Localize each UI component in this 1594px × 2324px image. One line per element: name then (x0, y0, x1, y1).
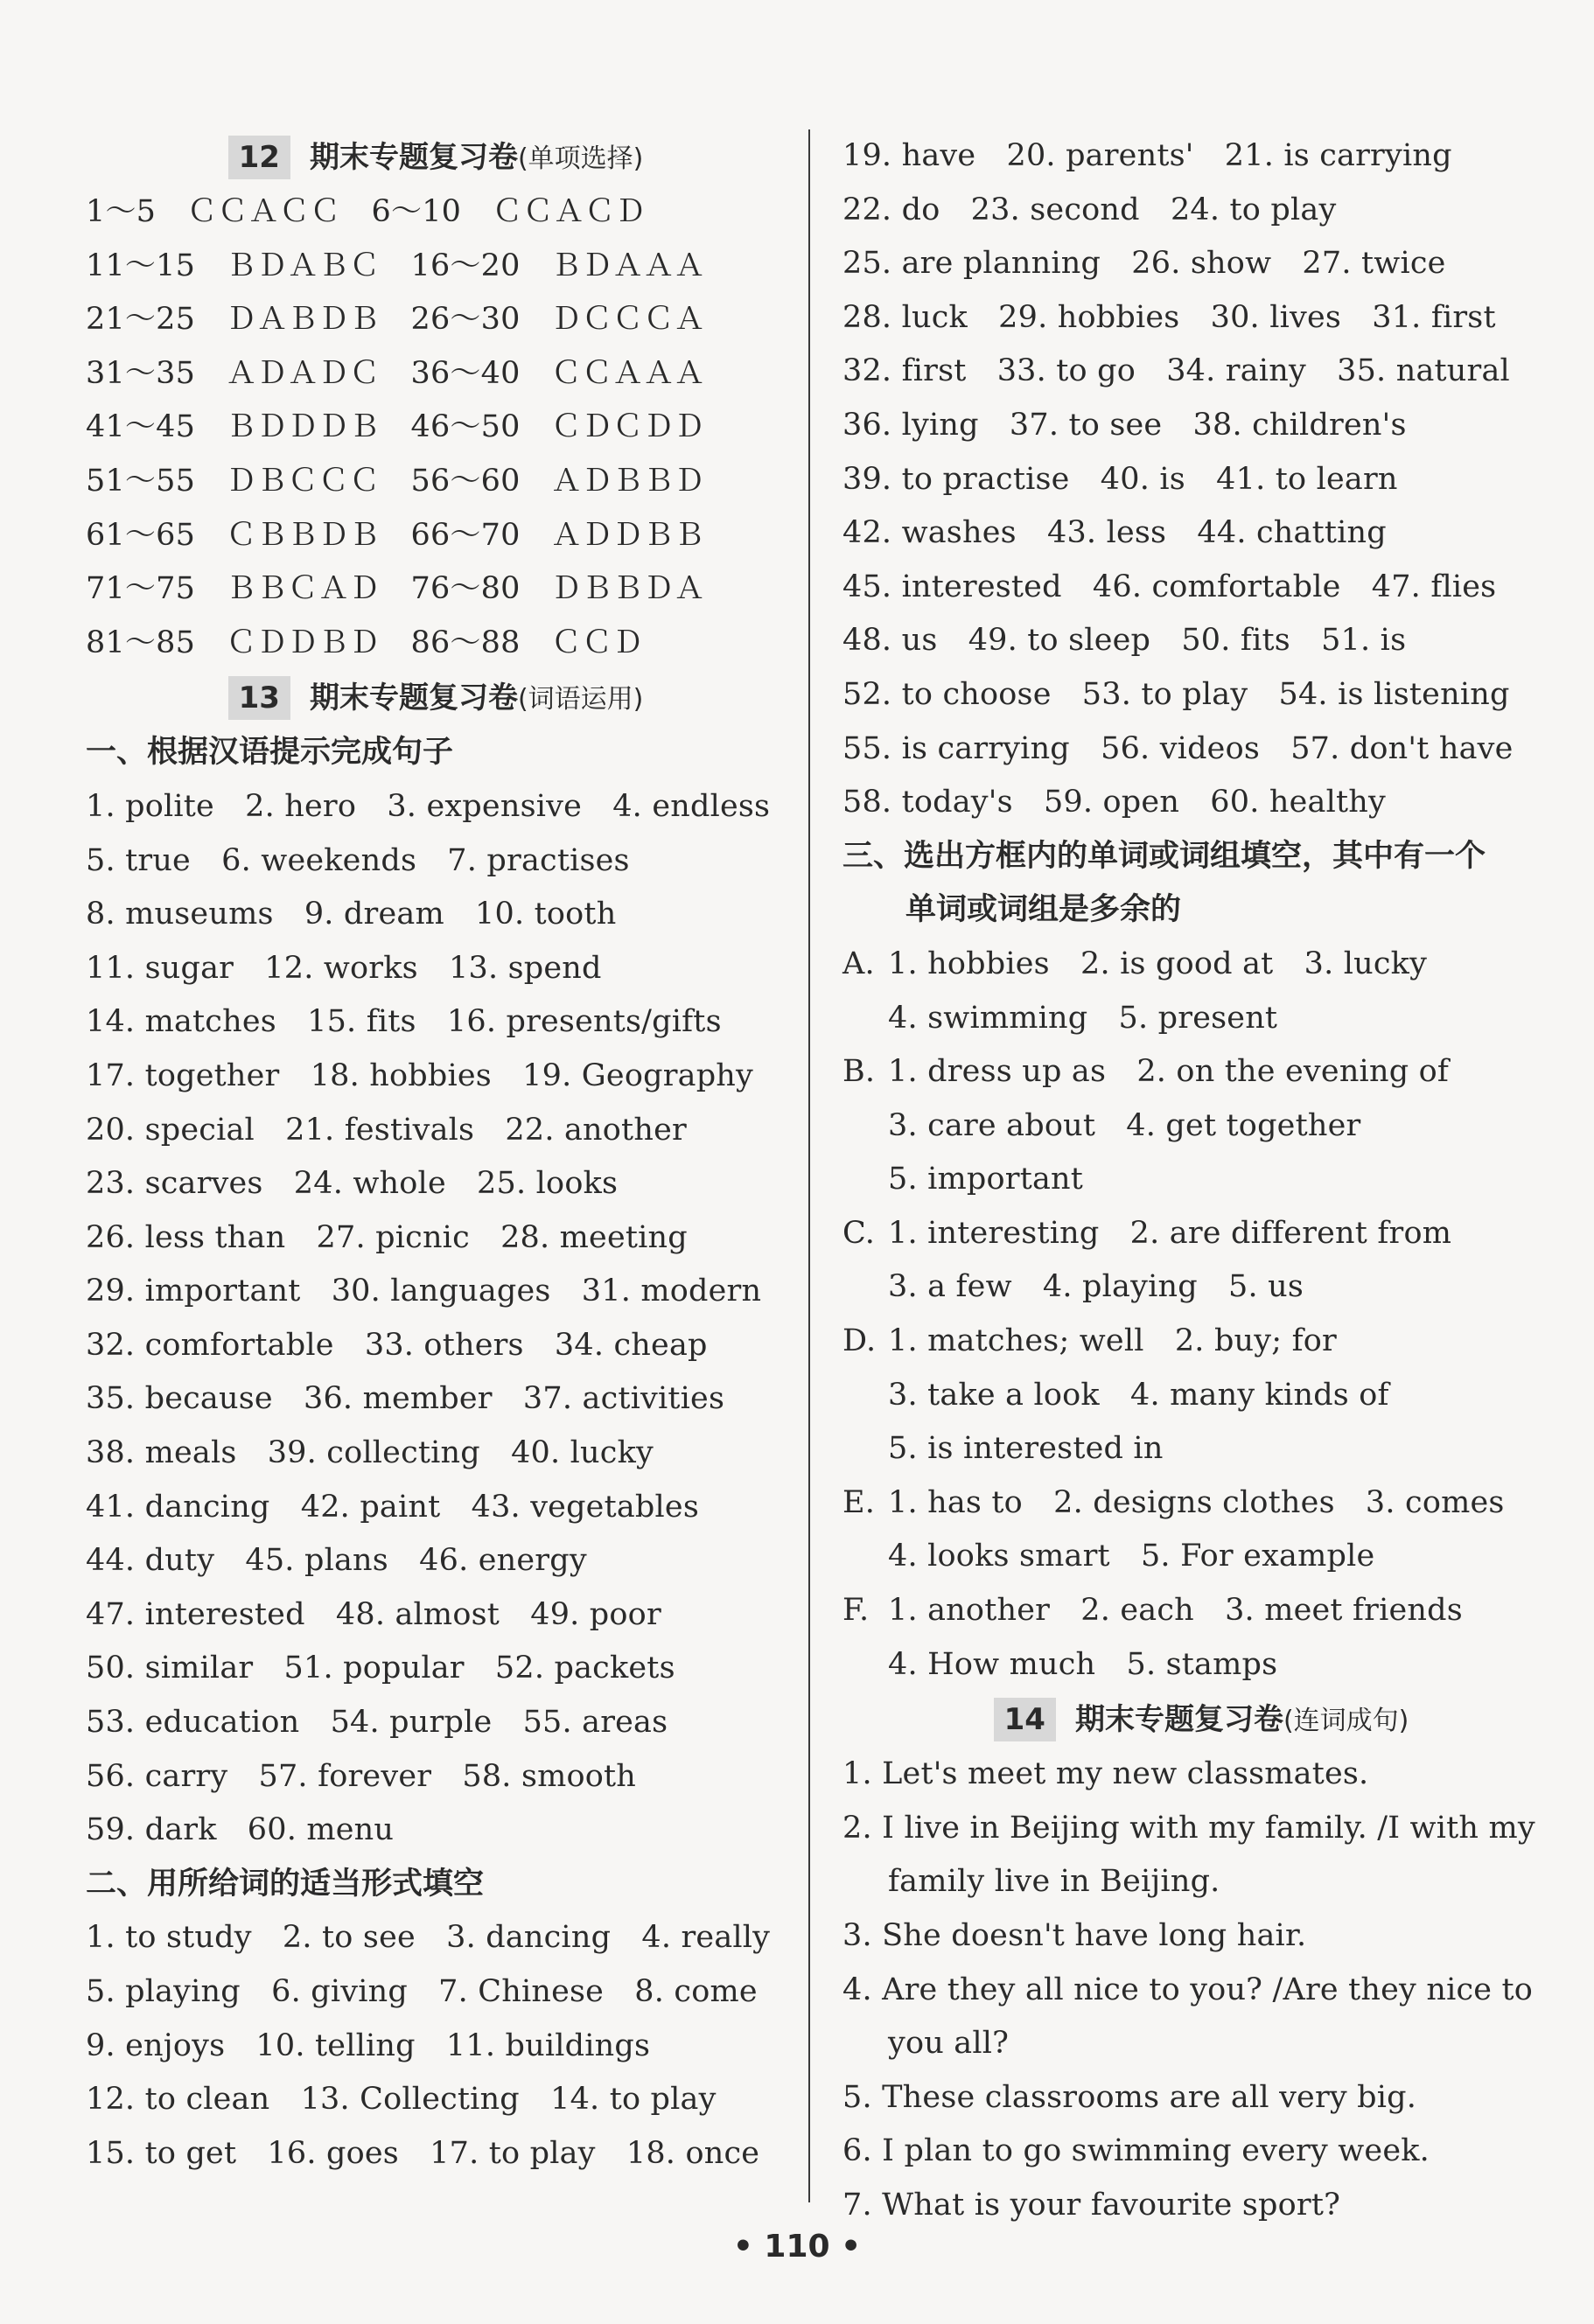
page-number: • 110 • (732, 2229, 862, 2265)
answer-text: 1. has to 2. designs clothes 3. comes (888, 1484, 1505, 1520)
answer-line: 41. dancing 42. paint 43. vegetables (86, 1489, 699, 1525)
section-subtitle: (词语运用) (517, 684, 644, 715)
answer-line: 56. carry 57. forever 58. smooth (86, 1758, 637, 1794)
answer-line: 50. similar 51. popular 52. packets (86, 1651, 675, 1686)
answer-line: 52. to choose 53. to play 54. is listening (842, 676, 1510, 712)
column-divider (808, 129, 810, 2202)
answer-line: 48. us 49. to sleep 50. fits 51. is (842, 623, 1407, 659)
group-letter: B. (842, 1054, 876, 1090)
answer-line: 5. is interested in (888, 1431, 1164, 1467)
answer-line: 38. meals 39. collecting 40. lucky (86, 1435, 654, 1471)
answer-line: 2. I live in Beijing with my family. /I with my (842, 1810, 1535, 1846)
part-heading-3-cont: 单词或词组是多余的 (905, 892, 1182, 928)
section-number: 12 (228, 136, 290, 179)
answer-line: 3. take a look 4. many kinds of (888, 1377, 1389, 1413)
part-heading-3: 三、选出方框内的单词或词组填空，其中有一个 (842, 838, 1486, 874)
answer-line: 4. Are they all nice to you? /Are they nice to (842, 1972, 1534, 2007)
right-column (842, 129, 1560, 2233)
answer-line: 11. sugar 12. works 13. spend (86, 950, 602, 986)
section-number: 14 (994, 1698, 1056, 1741)
answer-line: 47. interested 48. almost 49. poor (86, 1596, 661, 1632)
answer-line: 3. care about 4. get together (888, 1107, 1361, 1143)
answer-line: 12. to clean 13. Collecting 14. to play (86, 2082, 717, 2118)
answer-line: 41～45 ＢＤＤＤＢ 46～50 ＣＤＣＤＤ (86, 409, 705, 445)
group-letter: A. (842, 946, 875, 981)
group-letter: E. (842, 1484, 876, 1520)
answer-line: 5. playing 6. giving 7. Chinese 8. come (86, 1974, 758, 2009)
answer-line: 51～55 ＤＢＣＣＣ 56～60 ＡＤＢＢＤ (86, 463, 705, 499)
answer-line: 36. lying 37. to see 38. children's (842, 407, 1407, 443)
answer-line: 1. Let's meet my new classmates. (842, 1756, 1369, 1792)
answer-line: 71～75 ＢＢＣＡＤ 76～80 ＤＢＢＤＡ (86, 571, 705, 607)
answer-line: 4. looks smart 5. For example (888, 1539, 1375, 1574)
answer-text: 1. another 2. each 3. meet friends (888, 1593, 1463, 1629)
answer-text: 1. matches; well 2. buy; for (888, 1323, 1337, 1359)
answer-line: 7. What is your favourite sport? (842, 2187, 1341, 2223)
part-heading-1: 一、根据汉语提示完成句子 (86, 735, 454, 771)
answer-line: 59. dark 60. menu (86, 1812, 395, 1848)
answer-line: 61～65 ＣＢＢＤＢ 66～70 ＡＤＤＢＢ (86, 517, 705, 553)
section-title-text: 期末专题复习卷 (309, 680, 518, 716)
answer-line: 1. to study 2. to see 3. dancing 4. really (86, 1920, 771, 1956)
part-heading-2: 二、用所给词的适当形式填空 (86, 1866, 485, 1902)
answer-text: 1. dress up as 2. on the evening of (888, 1054, 1450, 1090)
answer-line: 1～5 ＣＣＡＣＣ 6～10 ＣＣＡＣＤ (86, 194, 647, 229)
answer-line: you all? (888, 2026, 1010, 2062)
answer-line: 14. matches 15. fits 16. presents/gifts (86, 1004, 722, 1040)
answer-line: 11～15 ＢＤＡＢＣ 16～20 ＢＤＡＡＡ (86, 248, 705, 283)
answer-line: 4. swimming 5. present (888, 1000, 1278, 1036)
answer-line: 81～85 ＣＤＤＢＤ 86～88 ＣＣＤ (86, 625, 644, 660)
answer-line: 28. luck 29. hobbies 30. lives 31. first (842, 299, 1496, 335)
answer-line: 5. true 6. weekends 7. practises (86, 842, 630, 878)
answer-line: 32. first 33. to go 34. rainy 35. natural (842, 353, 1510, 389)
answer-line: 9. enjoys 10. telling 11. buildings (86, 2027, 651, 2063)
group-letter: F. (842, 1593, 870, 1629)
left-column (86, 129, 786, 2181)
answer-line: 31～35 ＡＤＡＤＣ 36～40 ＣＣＡＡＡ (86, 355, 705, 391)
section-title-text: 期末专题复习卷 (309, 140, 518, 175)
answer-line: 15. to get 16. goes 17. to play 18. once (86, 2135, 760, 2171)
answer-line: 5. These classrooms are all very big. (842, 2079, 1417, 2115)
answer-line: 25. are planning 26. show 27. twice (842, 246, 1446, 282)
group-b-line (842, 1045, 1560, 1099)
answer-line: 20. special 21. festivals 22. another (86, 1112, 687, 1148)
group-c-line (842, 1207, 1560, 1261)
answer-line: 42. washes 43. less 44. chatting (842, 515, 1387, 551)
answer-line: 45. interested 46. comfortable 47. flies (842, 569, 1497, 604)
answer-line: 5. important (888, 1162, 1084, 1197)
answer-line: 53. education 54. purple 55. areas (86, 1705, 668, 1741)
answer-line: 39. to practise 40. is 41. to learn (842, 461, 1398, 497)
answer-line: 58. today's 59. open 60. healthy (842, 785, 1386, 820)
group-d-line (842, 1315, 1560, 1369)
answer-line: 1. polite 2. hero 3. expensive 4. endless (86, 788, 771, 824)
answer-line: 19. have 20. parents' 21. is carrying (842, 138, 1452, 173)
section-title-14 (842, 1692, 1560, 1748)
group-a-line (842, 938, 1560, 992)
answer-line: 8. museums 9. dream 10. tooth (86, 897, 617, 932)
section-subtitle: (连词成句) (1283, 1706, 1409, 1737)
answer-line: 55. is carrying 56. videos 57. don't have (842, 730, 1514, 766)
answer-line: 21～25 ＤＡＢＤＢ 26～30 ＤＣＣＣＡ (86, 302, 705, 338)
answer-line: 3. She doesn't have long hair. (842, 1918, 1307, 1953)
answer-line: 23. scarves 24. whole 25. looks (86, 1166, 619, 1202)
section-subtitle: (单项选择) (517, 143, 644, 174)
section-title-12 (86, 129, 786, 185)
answer-line: family live in Beijing. (888, 1864, 1220, 1900)
group-letter: D. (842, 1323, 877, 1359)
section-title-text: 期末专题复习卷 (1074, 1702, 1283, 1738)
answer-line: 6. I plan to go swimming every week. (842, 2133, 1430, 2169)
answer-line: 4. How much 5. stamps (888, 1646, 1278, 1682)
answer-line: 3. a few 4. playing 5. us (888, 1269, 1304, 1305)
group-letter: C. (842, 1215, 876, 1251)
answer-text: 1. interesting 2. are different from (888, 1215, 1452, 1251)
answer-line: 29. important 30. languages 31. modern (86, 1274, 762, 1309)
group-f-line (842, 1584, 1560, 1638)
section-title-13 (86, 670, 786, 726)
answer-line: 22. do 23. second 24. to play (842, 192, 1337, 227)
answer-line: 17. together 18. hobbies 19. Geography (86, 1057, 754, 1093)
answer-line: 44. duty 45. plans 46. energy (86, 1543, 587, 1579)
answer-line: 26. less than 27. picnic 28. meeting (86, 1219, 688, 1255)
answer-text: 1. hobbies 2. is good at 3. lucky (888, 946, 1428, 981)
answer-line: 32. comfortable 33. others 34. cheap (86, 1327, 708, 1363)
group-e-line (842, 1476, 1560, 1531)
section-number: 13 (228, 676, 290, 720)
answer-line: 35. because 36. member 37. activities (86, 1381, 725, 1417)
